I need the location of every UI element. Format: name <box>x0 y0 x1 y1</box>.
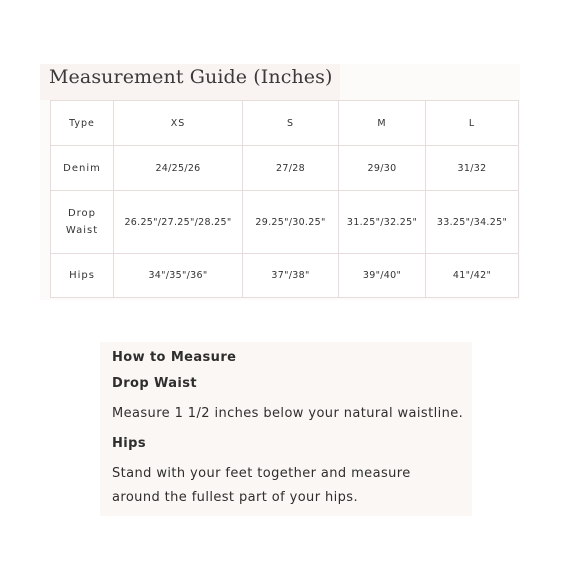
header-l: L <box>426 101 519 146</box>
how-to-measure-heading: How to Measure <box>112 350 237 365</box>
table-row <box>51 254 519 298</box>
cell-value: 33.25"/34.25" <box>426 191 519 254</box>
header-m: M <box>339 101 426 146</box>
hips-text-line-2: around the fullest part of your hips. <box>112 490 358 505</box>
header-xs: XS <box>114 101 243 146</box>
drop-waist-title: Drop Waist <box>112 376 198 391</box>
cell-value: 29.25"/30.25" <box>243 191 339 254</box>
cell-value: 31.25"/32.25" <box>339 191 426 254</box>
cell-value: 37"/38" <box>243 254 339 298</box>
header-s: S <box>243 101 339 146</box>
size-table <box>50 100 519 298</box>
row-label-drop-waist <box>51 191 114 254</box>
cell-value: 27/28 <box>243 146 339 191</box>
row-label-line: Waist <box>65 225 99 236</box>
cell-value: 41"/42" <box>426 254 519 298</box>
cell-value: 26.25"/27.25"/28.25" <box>114 191 243 254</box>
guide-title: Measurement Guide (Inches) <box>49 66 333 88</box>
row-label-hips: Hips <box>51 254 114 298</box>
cell-value: 34"/35"/36" <box>114 254 243 298</box>
drop-waist-text: Measure 1 1/2 inches below your natural waistline. <box>112 406 464 421</box>
row-label-line: Drop <box>67 208 97 219</box>
cell-value: 39"/40" <box>339 254 426 298</box>
table-row <box>51 146 519 191</box>
table-header-row <box>51 101 519 146</box>
header-type: Type <box>51 101 114 146</box>
hips-text-line-1: Stand with your feet together and measure <box>112 466 411 481</box>
cell-value: 24/25/26 <box>114 146 243 191</box>
how-to-measure-panel <box>100 342 472 516</box>
table-row <box>51 191 519 254</box>
cell-value: 31/32 <box>426 146 519 191</box>
hips-title: Hips <box>112 436 146 451</box>
row-label-denim: Denim <box>51 146 114 191</box>
cell-value: 29/30 <box>339 146 426 191</box>
